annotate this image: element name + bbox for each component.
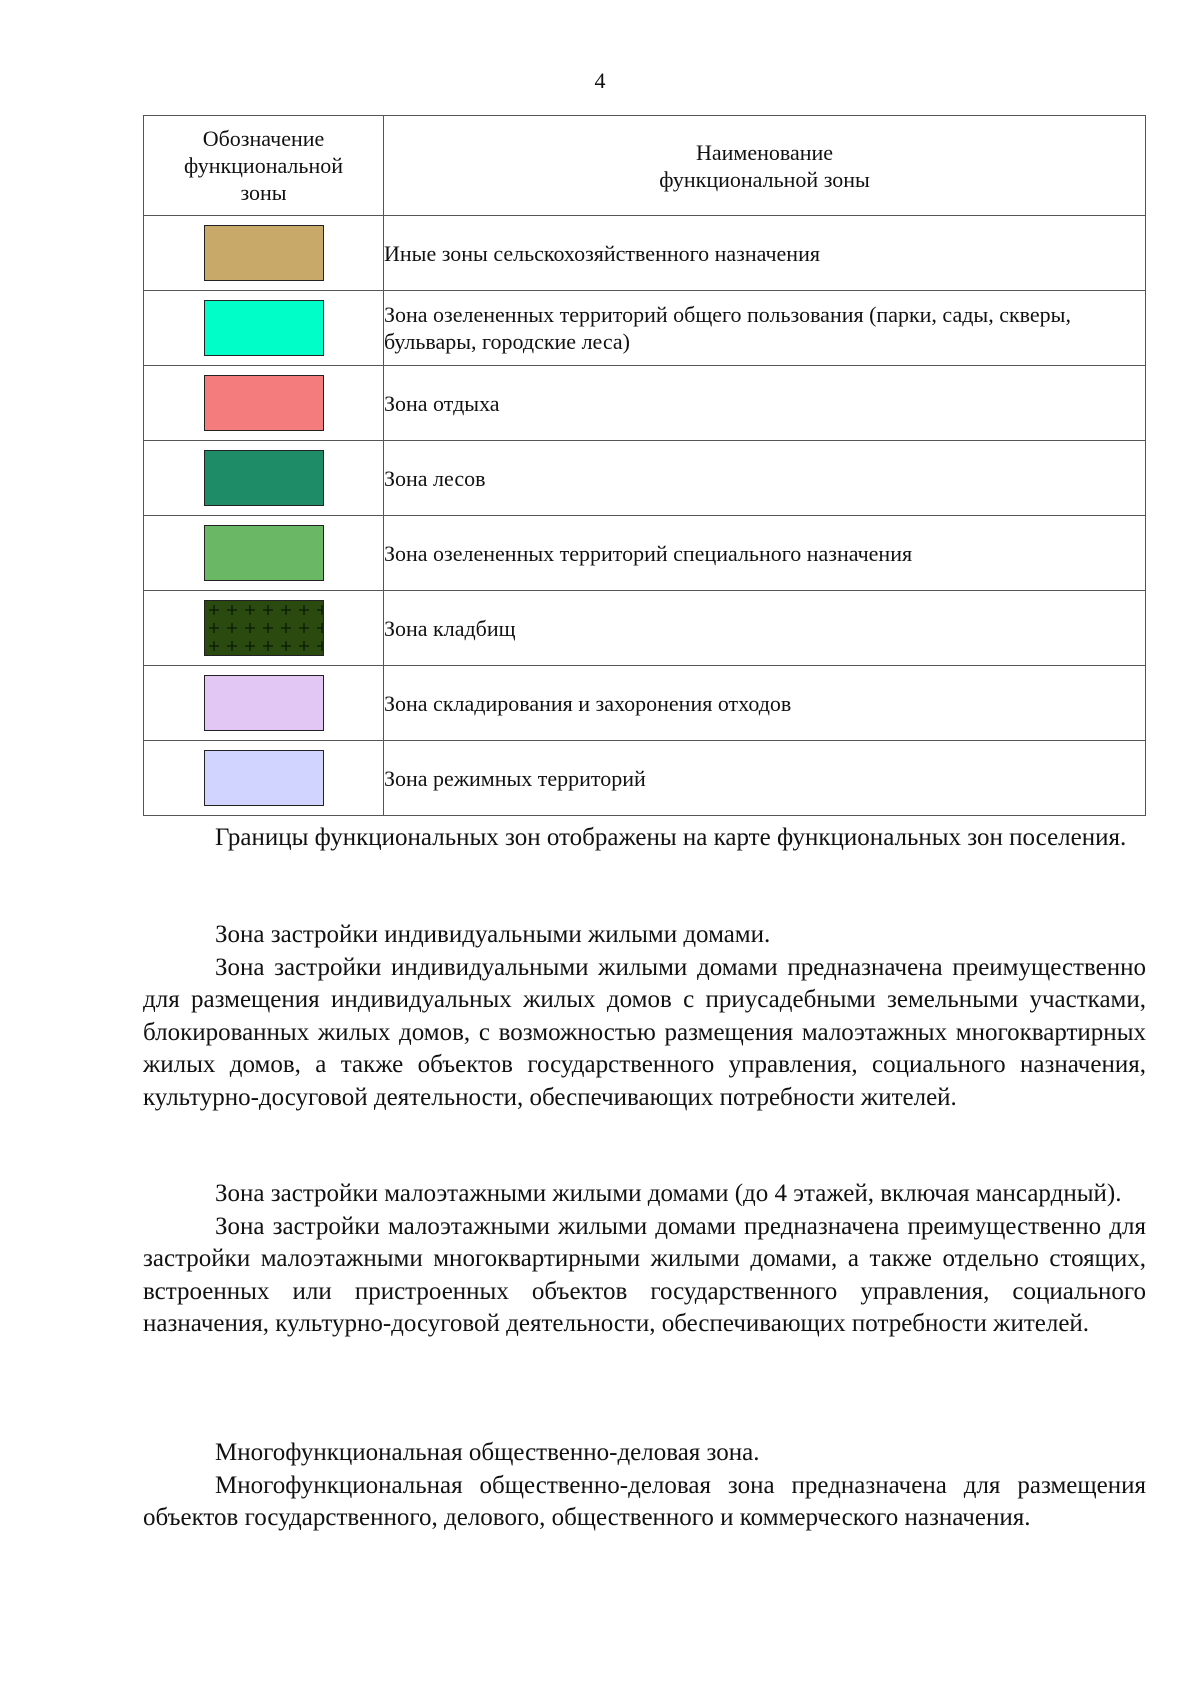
zone-color-swatch bbox=[204, 375, 324, 431]
swatch-cell bbox=[144, 216, 384, 291]
header-zone-name-text: Наименование функциональной зоны bbox=[659, 139, 870, 192]
table-row bbox=[144, 216, 1146, 291]
intro-paragraph bbox=[143, 822, 1146, 855]
swatch-cell bbox=[144, 366, 384, 441]
section-business-zone bbox=[143, 1437, 1146, 1535]
table-row bbox=[144, 666, 1146, 741]
zone-legend-table bbox=[143, 115, 1146, 816]
section-individual-housing bbox=[143, 919, 1146, 1114]
zone-name-cell: Зона режимных территорий bbox=[384, 741, 1146, 816]
paragraph-individual-housing: Зона застройки индивидуальными жилыми домами предназначена преимущественно для размещения индивидуальных жилых домов с приусадебными земельными участками, блокированных жилых домов, с возможностью размещения малоэтажных многоквартирных жилых домов, а также объектов государственного управления, социального назначения, культурно-досуговой деятельности, обеспечивающих потребности жителей. bbox=[143, 953, 1146, 1111]
zone-color-swatch bbox=[204, 750, 324, 806]
zone-name-cell: Зона озелененных территорий общего пользования (парки, сады, скверы, бульвары, городские леса) bbox=[384, 291, 1146, 366]
swatch-cell bbox=[144, 666, 384, 741]
section-lowrise-housing bbox=[143, 1178, 1146, 1341]
zone-color-swatch bbox=[204, 450, 324, 506]
zone-name-cell: Зона лесов bbox=[384, 441, 1146, 516]
zone-color-swatch bbox=[204, 300, 324, 356]
zone-color-swatch bbox=[204, 675, 324, 731]
table-row bbox=[144, 291, 1146, 366]
heading-lowrise-housing: Зона застройки малоэтажными жилыми домами (до 4 этажей, включая мансардный). bbox=[215, 1180, 1122, 1207]
table-row bbox=[144, 591, 1146, 666]
paragraph-borders: Границы функциональных зон отображены на карте функциональных зон поселения. bbox=[215, 824, 1127, 851]
zone-color-swatch bbox=[204, 525, 324, 581]
swatch-cell bbox=[144, 441, 384, 516]
paragraph-lowrise-housing: Зона застройки малоэтажными жилыми домами предназначена преимущественно для застройки малоэтажными многоквартирными жилыми домами, а также отдельно стоящих, встроенных или пристроенных объектов государственного управления, социального назначения, культурно-досуговой деятельности, обеспечивающих потребности жителей. bbox=[143, 1212, 1146, 1337]
header-designation bbox=[144, 116, 384, 216]
table-row bbox=[144, 441, 1146, 516]
zone-name-cell: Зона озелененных территорий специального назначения bbox=[384, 516, 1146, 591]
zone-name-cell: Зона отдыха bbox=[384, 366, 1146, 441]
swatch-cell bbox=[144, 291, 384, 366]
header-zone-name bbox=[384, 116, 1146, 216]
header-designation-text: Обозначение функциональной зоны bbox=[183, 126, 343, 205]
zone-name-cell: Зона складирования и захоронения отходов bbox=[384, 666, 1146, 741]
table-row bbox=[144, 741, 1146, 816]
zone-color-swatch bbox=[204, 225, 324, 281]
legend-body bbox=[144, 216, 1146, 816]
heading-business-zone: Многофункциональная общественно-деловая зона. bbox=[215, 1439, 760, 1466]
swatch-cell bbox=[144, 741, 384, 816]
swatch-cell bbox=[144, 516, 384, 591]
cemetery-cross-pattern-swatch bbox=[204, 600, 324, 656]
table-row bbox=[144, 516, 1146, 591]
table-header-row bbox=[144, 116, 1146, 216]
paragraph-business-zone: Многофункциональная общественно-деловая зона предназначена для размещения объектов государственного, делового, общественного и коммерческого назначения. bbox=[143, 1471, 1146, 1531]
page-number: 4 bbox=[594, 68, 606, 93]
zone-name-cell: Иные зоны сельскохозяйственного назначения bbox=[384, 216, 1146, 291]
heading-individual-housing: Зона застройки индивидуальными жилыми домами. bbox=[215, 921, 771, 948]
zone-name-cell: Зона кладбищ bbox=[384, 591, 1146, 666]
table-row bbox=[144, 366, 1146, 441]
swatch-cell bbox=[144, 591, 384, 666]
